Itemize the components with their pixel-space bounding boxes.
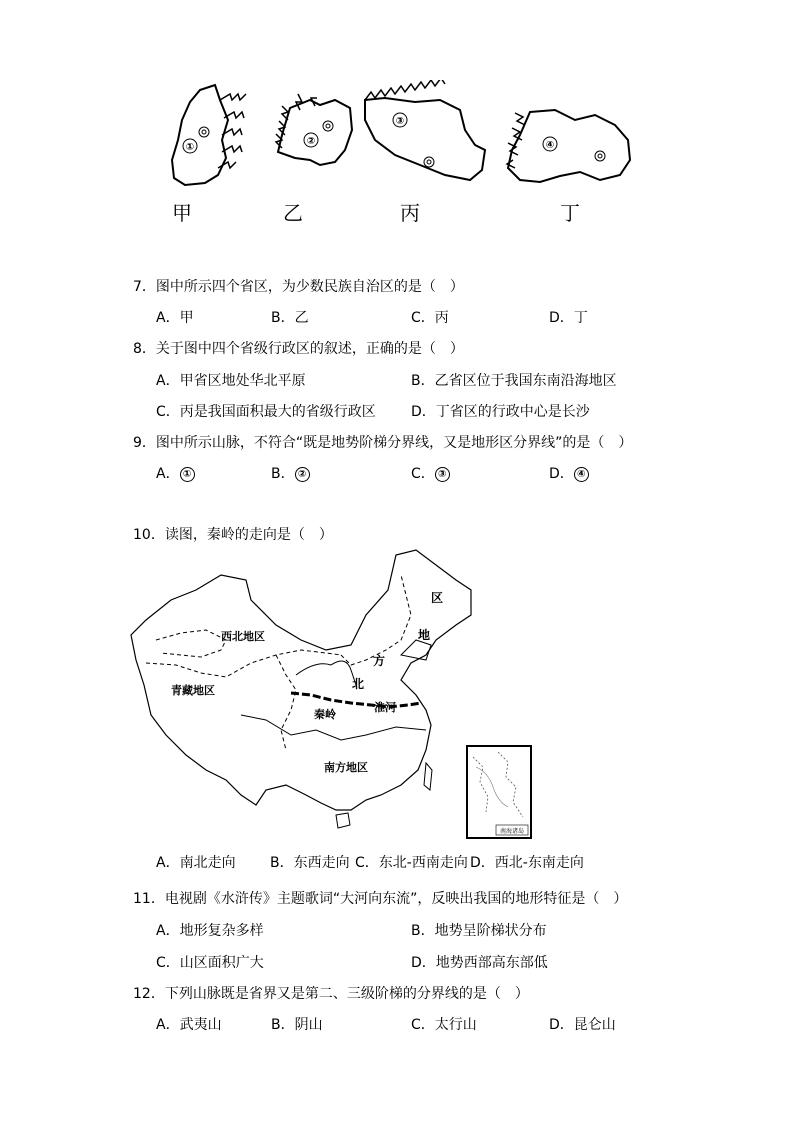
map-region-qingzang: 青藏地区 <box>171 684 215 697</box>
label-bing: 丙 <box>400 201 420 225</box>
q9-option-a <box>156 463 195 483</box>
marker-2: ② <box>306 136 316 147</box>
q7-option-a: A．甲 <box>156 310 194 326</box>
q10-option-d: D．西北-东南走向 <box>470 855 584 871</box>
map-region-northwest: 西北地区 <box>221 630 265 643</box>
q9-mark-2: ② <box>295 467 310 482</box>
q8-option-b: B．乙省区位于我国东南沿海地区 <box>411 373 617 389</box>
label-jia: 甲 <box>172 201 192 225</box>
q11-option-c: C．山区面积广大 <box>156 955 264 971</box>
map-north-char-3: 方 <box>373 654 386 668</box>
map-north-char-1: 区 <box>431 591 444 605</box>
q9-option-d <box>549 463 589 483</box>
map-north-char-2: 地 <box>418 628 431 642</box>
q9-option-c <box>411 463 450 483</box>
q9-question: 9．图中所示山脉，不符合“既是地势阶梯分界线，又是地形区分界线”的是（ ） <box>133 435 633 451</box>
q7-question: 7．图中所示四个省区，为少数民族自治区的是（ ） <box>133 279 464 295</box>
q10-option-b: B．东西走向 <box>270 855 350 871</box>
map-north-char-4: 北 <box>352 677 365 691</box>
q12-option-c: C．太行山 <box>411 1017 477 1033</box>
province-ding-shape <box>507 110 630 182</box>
q10-option-a: A．南北走向 <box>156 855 236 871</box>
inset-label: 南海诸岛 <box>499 828 525 835</box>
q11-option-d: D．地势西部高东部低 <box>411 955 548 971</box>
label-yi: 乙 <box>283 201 303 225</box>
q8-option-d: D．丁省区的行政中心是长沙 <box>411 404 590 420</box>
q10-question: 10．读图，秦岭的走向是（ ） <box>133 527 333 543</box>
q9-mark-1: ① <box>180 467 195 482</box>
q7-option-b: B．乙 <box>271 310 309 326</box>
south-china-sea-inset <box>466 745 532 839</box>
q9-mark-4: ④ <box>574 467 589 482</box>
province-jia-shape <box>172 85 246 185</box>
q9-option-a-letter: A． <box>156 466 180 482</box>
q8-option-a: A．甲省区地处华北平原 <box>156 373 306 389</box>
q12-option-a: A．武夷山 <box>156 1017 222 1033</box>
q10-option-c: C．东北-西南走向 <box>355 855 468 871</box>
q12-option-d: D．昆仑山 <box>549 1017 616 1033</box>
q7-option-c: C．丙 <box>411 310 449 326</box>
province-bing-shape <box>365 80 485 180</box>
q9-option-d-letter: D． <box>549 466 574 482</box>
q8-option-c: C．丙是我国面积最大的省级行政区 <box>156 404 376 420</box>
q11-option-a: A．地形复杂多样 <box>156 923 264 939</box>
q7-option-d: D．丁 <box>549 310 588 326</box>
map-label-huaihe: 淮河 <box>374 701 396 714</box>
label-ding: 丁 <box>560 201 580 225</box>
q9-mark-3: ③ <box>435 467 450 482</box>
marker-4: ④ <box>545 140 555 151</box>
q9-option-b-letter: B． <box>271 466 295 482</box>
q9-option-b <box>271 463 310 483</box>
q11-question: 11．电视剧《水浒传》主题歌词“大河向东流”，反映出我国的地形特征是（ ） <box>133 891 628 907</box>
map-label-qinling: 秦岭 <box>314 708 336 721</box>
q9-option-c-letter: C． <box>411 466 435 482</box>
map-region-south: 南方地区 <box>324 761 368 774</box>
q8-question: 8．关于图中四个省级行政区的叙述，正确的是（ ） <box>133 341 464 357</box>
q12-question: 12．下列山脉既是省界又是第二、三级阶梯的分界线的是（ ） <box>133 986 529 1002</box>
province-yi-shape <box>276 94 352 165</box>
marker-1: ① <box>185 142 195 153</box>
marker-3: ③ <box>395 116 405 127</box>
q12-option-b: B．阴山 <box>271 1017 323 1033</box>
inset-svg <box>468 747 530 837</box>
q11-option-b: B．地势呈阶梯状分布 <box>411 923 547 939</box>
